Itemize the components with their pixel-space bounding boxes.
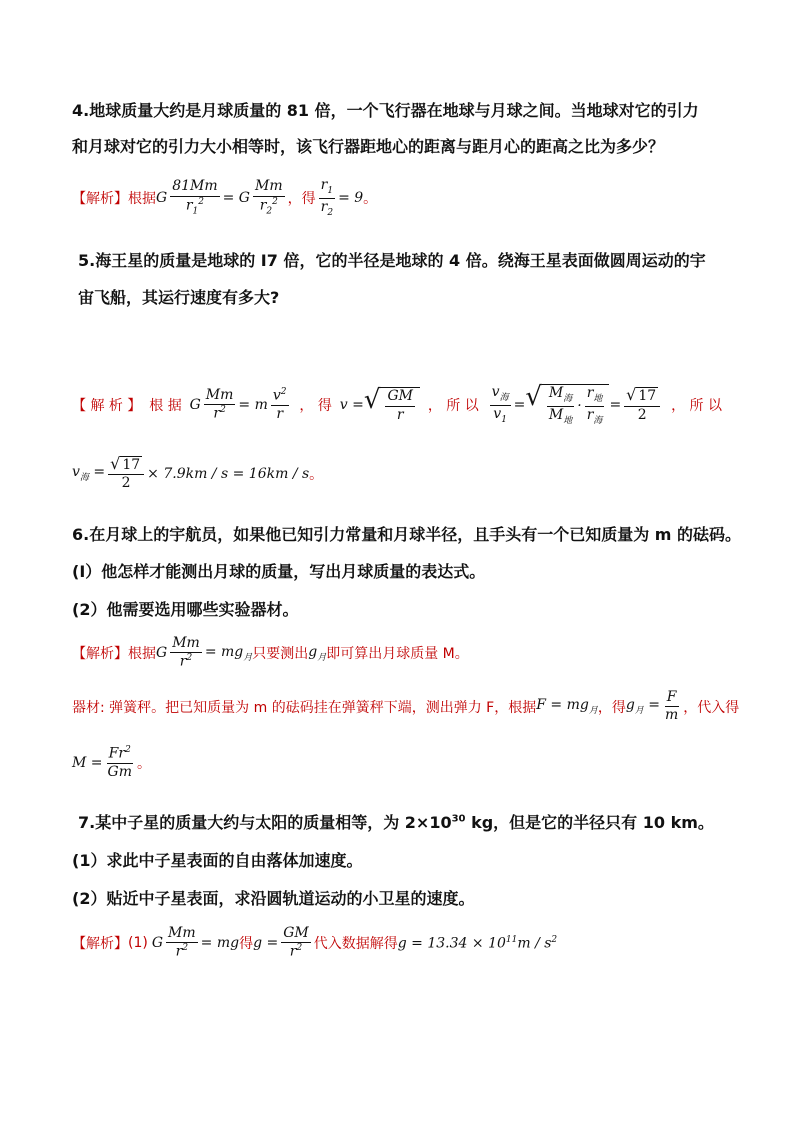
answer-text: ，得: [287, 191, 316, 208]
analysis-tag: 【 解 析 】: [72, 398, 142, 415]
question-5-line-2: 宙飞船，其运行速度有多大?: [78, 288, 280, 307]
analysis-tag: 【解析】: [72, 191, 128, 208]
analysis-tag: 【解析】: [72, 936, 128, 953]
question-4-line-2: 和月球对它的引力大小相等时，该飞行器距地心的距离与距月心的距高之比为多少？: [72, 137, 665, 156]
formula-fraction: $\frac{Mm}{r_2^2}$: [255, 178, 283, 217]
question-6-line-1: 6.在月球上的宇航员，如果他已知引力常量和月球半径，且手头有一个已知质量为 m 的砝码。: [72, 525, 742, 544]
answer-7: 【解析】 (1) G $\frac{Mm}{r^2}$ = mg 得 g = $\frac{GM}{r^2}$ 代入数据解得 $g = 13.34 \times 10^{11}m / s^2$: [72, 925, 558, 961]
question-7-line-1: 7.某中子星的质量大约与太阳的质量相等，为 $2\times 10^{30}$ kg，但是它的半径只有 10 km。: [78, 813, 714, 832]
question-4-line-1: 4.地球质量大约是月球质量的 81 倍，一个飞行器在地球与月球之间。当地球对它的引力: [72, 101, 699, 120]
question-7-line-3: (2）贴近中子星表面，求沿圆轨道运动的小卫星的速度。: [72, 889, 475, 908]
answer-6-line-3: M = $\frac{Fr^2}{Gm}$ 。: [72, 745, 151, 781]
answer-6-line-2: 器材: 弹簧秤。把已知质量为 m 的砝码挂在弹簧秤下端，测出弹力 F，根据 $F = mg_月$ ，得 $g_月$ = $\frac{F}{m}$ ，代入得: [72, 689, 740, 724]
question-7-line-2: (1）求此中子星表面的自由落体加速度。: [72, 851, 363, 870]
answer-text: 根据: [128, 191, 156, 208]
formula-fraction: $\frac{r_1}{r_2}$: [320, 177, 334, 218]
analysis-tag: 【解析】: [72, 646, 128, 663]
answer-5-line-2: $v_海$ = √ 17 2 × 7.9km / s = 16km / s 。: [72, 454, 324, 492]
question-5-line-1: 5.海王星的质量是地球的 I7 倍，它的半径是地球的 4 倍。绕海王星表面做圆周运动的宇: [78, 251, 706, 270]
question-6-line-3: (2）他需要选用哪些实验器材。: [72, 600, 299, 619]
question-6-line-2: (I）他怎样才能测出月球的质量，写出月球质量的表达式。: [72, 562, 486, 581]
formula-fraction: $\frac{81Mm}{r_1^2}$: [172, 178, 218, 217]
answer-4: 【解析】 根据 G $\frac{81Mm}{r_1^2}$ = G $\frac{Mm}{r_2^2}$ ，得 $\frac{r_1}{r_2}$ = 9 。: [72, 177, 378, 218]
answer-5-line-1: 【 解 析 】 根 据 G $\frac{Mm}{r^2}$ = m $\frac{v^2}{r}$ ， 得 v = √ $\frac{GM}{r}$ ， 所 以 $\frac{v_海}{v_1}$ = √ $\frac{M_海}{M_地}$ · $\frac{r_地}{r_海}$ = √ 17 2 ， 所 以: [72, 382, 722, 426]
answer-6-line-1: 【解析】 根据 G $\frac{Mm}{r^2}$ = $mg_月$ 只要测出 $g_月$ 即可算出月球质量 M。: [72, 635, 469, 671]
